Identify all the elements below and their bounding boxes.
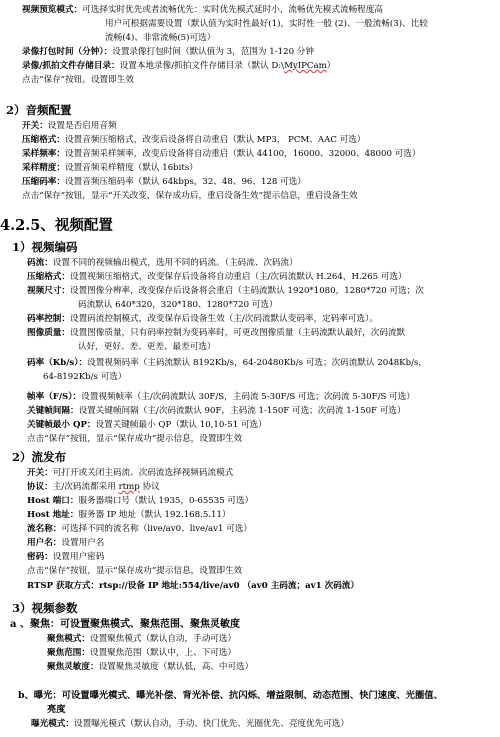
ve-framerate-text: 设置视频帧率（主/次码流默认 30F/S，主码流 5-30F/S 可选；次码流 5-30F/S 可选）: [81, 392, 415, 402]
sp-protocol-rtmp: rtmp: [118, 482, 140, 492]
ve-key-interval-label: 关键帧间隔：: [27, 406, 79, 416]
ve-quality-line-2: 认好，更好、差、更差、最差可选）: [78, 342, 216, 352]
focus-mode-text: 设置聚焦模式（默认自动，手动可选）: [89, 634, 237, 644]
audio-sample-precision-label: 采样精度：: [22, 163, 65, 173]
preview-mode-line-2: 用户可根据需要设置（默认值为实时性最好(1)，实时性一般 (2)、一般流畅(3)、比较: [105, 19, 428, 29]
sp-host-port-label: Host 端口：: [27, 496, 79, 506]
ve-quality-line: [27, 327, 405, 340]
stream-publish-heading: 2）流发布: [12, 450, 67, 464]
save-dir-folder: MyIPCam: [284, 61, 327, 71]
audio-sample-precision-text: 设置音频采样精度（默认 16bits）: [64, 163, 198, 173]
sp-host-addr-line: [27, 509, 231, 522]
sp-protocol-text-end: 协议: [139, 482, 160, 492]
focus-mode-label: 聚焦模式：: [47, 634, 90, 644]
audio-sample-rate-line: [22, 148, 420, 161]
focus-range-label: 聚焦范围：: [47, 648, 90, 658]
exposure-mode-text: 设置曝光模式（默认自动，手动、快门优先、光圈优先、亮度优先可选）: [73, 719, 349, 729]
focus-range-text: 设置聚焦范围（默认中，上、下可选）: [89, 648, 237, 658]
preview-mode-line: [22, 4, 383, 17]
pack-time-label: 录像打包时间（分钟）：: [22, 47, 113, 57]
ve-rate-control-line: [27, 313, 378, 326]
sp-stream-name-line: [27, 523, 252, 536]
sp-switch-text: 可打开或关闭主码流、次码流选择视频码流模式: [52, 468, 234, 478]
focus-sensitivity-text: 设置聚焦灵敏度（默认低，高、中可选）: [98, 662, 254, 672]
audio-compress-label: 压缩格式：: [22, 135, 65, 145]
exposure-mode-line: [31, 718, 349, 731]
ve-bitrate-text: 设置视频码率（主码流默认 8192Kb/s，64-20480Kb/s 可选；次码流默认 2048Kb/s，: [87, 358, 427, 368]
ve-framerate-line: [27, 391, 415, 404]
audio-heading: 2）音频配置: [6, 103, 72, 117]
sp-protocol-label: 协议：: [27, 482, 53, 492]
sp-password-label: 密码：: [27, 552, 53, 562]
sp-password-text: 设置用户密码: [52, 552, 105, 562]
audio-sample-rate-label: 采样频率：: [22, 149, 65, 159]
sp-host-port-text: 服务器端口号（默认 1935，0-65535 可选）: [78, 496, 254, 506]
sp-switch-label: 开关：: [27, 468, 53, 478]
save-dir-text-end: ）: [326, 61, 336, 71]
ve-compress-text: 设置视频压缩格式，改变保存后设备将自动重启（主/次码流默认 H.264，H.265 可选）: [69, 272, 407, 282]
audio-sample-precision-line: [22, 162, 198, 175]
ve-bitrate-line-2: 64-8192Kb/s 可选）: [43, 372, 127, 382]
ve-framerate-label: 帧率（F/S）：: [27, 392, 82, 402]
focus-range-line: [47, 647, 236, 660]
exposure-heading: b、曝光：可设置曝光模式、曝光补偿、背光补偿、抗闪烁、增益限制、动态范围、快门速度、光圈值、: [18, 690, 443, 701]
focus-sensitivity-label: 聚焦灵敏度：: [47, 662, 99, 672]
ve-resolution-line-2: 码流默认 640*320，320*180、1280*720 可选）: [78, 300, 278, 310]
audio-sample-rate-text: 设置音频采样频率，改变后设备将自动重启（默认 44100，16000、32000、48000 可选）: [64, 149, 421, 159]
video-encoding-heading: 1）视频编码: [12, 240, 78, 254]
ve-key-min-qp-text: 设置关键帧最小 QP（默认 10,10-51 可选）: [95, 420, 267, 430]
audio-switch-line: [22, 120, 117, 133]
exposure-heading-2: 亮度: [47, 704, 66, 715]
exposure-mode-label: 曝光模式：: [31, 719, 74, 729]
ve-save-note: 点击“保存”按钮，显示“保存成功”提示信息，设置即生效: [27, 434, 243, 444]
ve-stream-text: 设置不同的视频输出模式，选用不同的码流。（主码流、次码流）: [52, 258, 298, 268]
ve-compress-label: 压缩格式：: [27, 272, 70, 282]
ve-key-min-qp-label: 关键帧最小 QP：: [27, 420, 96, 430]
sp-stream-name-text: 可选择不同的流名称（live/av0、live/av1 可选）: [61, 524, 252, 534]
ve-bitrate-label: 码率（Kb/s）：: [27, 358, 88, 368]
sp-host-addr-text: 服务器 IP 地址（默认 192.168.5.11）: [78, 510, 231, 520]
audio-bitrate-line: [22, 176, 306, 189]
audio-bitrate-text: 设置音频压缩码率（默认 64kbps，32、48、96、128 可选）: [64, 177, 306, 187]
sp-password-line: [27, 551, 104, 564]
sp-username-line: [27, 537, 104, 550]
save-dir-text: 设置本地录像/抓拍文件存储目录（默认 D:\: [119, 61, 285, 71]
audio-compress-line: [22, 134, 365, 147]
top-save-note: 点击“保存”按钮，设置即生效: [22, 75, 134, 85]
pack-time-text: 设置录像打包时间（默认值为 3，范围为 1-120 分钟: [112, 47, 314, 57]
ve-resolution-line: [27, 285, 424, 298]
ve-rate-control-text: 设置码流控制模式，改变保存后设备生效（主/次码流默认变码率，定码率可选）。: [69, 314, 378, 324]
ve-bitrate-line: [27, 357, 427, 370]
audio-bitrate-label: 压缩码率：: [22, 177, 65, 187]
ve-resolution-label: 视频尺寸：: [27, 286, 70, 296]
ve-key-interval-line: [27, 405, 406, 418]
chapter-title: 4.2.5、视频配置: [0, 217, 113, 234]
sp-host-addr-label: Host 地址：: [27, 510, 79, 520]
ve-quality-text: 设置图像质量，只有码率控制为变码率时，可更改图像质量（主码流默认最好，次码流默: [69, 328, 406, 338]
sp-stream-name-label: 流名称：: [27, 524, 62, 534]
save-dir-line: [22, 60, 335, 73]
sp-save-note: 点击“保存”按钮，显示“保存成功”提示信息，设置即生效: [27, 566, 243, 576]
sp-rtsp-line: RTSP 获取方式：rtsp://设备 IP 地址:554/live/av0 （av0 主码流；av1 次码流）: [27, 581, 359, 591]
save-dir-label: 录像/抓拍文件存储目录：: [22, 61, 120, 71]
ve-stream-line: [27, 257, 298, 270]
sp-username-label: 用户名：: [27, 538, 62, 548]
audio-switch-text: 设置是否启用音频: [47, 121, 117, 131]
audio-compress-text: 设置音频压缩格式，改变后设备将自动重启（默认 MP3， PCM、AAC 可选）: [64, 135, 366, 145]
focus-heading: a 、聚焦：可设置聚焦模式、聚焦范围、聚焦灵敏度: [10, 619, 240, 630]
ve-rate-control-label: 码率控制：: [27, 314, 70, 324]
ve-key-min-qp-line: [27, 419, 267, 432]
ve-quality-label: 图像质量：: [27, 328, 70, 338]
ve-stream-label: 码流：: [27, 258, 53, 268]
sp-protocol-line: [27, 481, 160, 494]
sp-username-text: 设置用户名: [61, 538, 105, 548]
ve-resolution-text: 设置图像分辨率，改变保存后设备将会重启（主码流默认 1920*1080，1280*720 可选；次: [69, 286, 424, 296]
sp-switch-line: [27, 467, 233, 480]
audio-switch-label: 开关：: [22, 121, 48, 131]
ve-key-interval-text: 设置关键帧间隔（主/次码流默认 90F，主码流 1-150F 可选；次码流 1-150F 可选）: [78, 406, 406, 416]
ve-compress-line: [27, 271, 407, 284]
preview-mode-label: 视频预览模式：: [22, 5, 83, 15]
preview-mode-text: 可选择实时优先或者流畅优先：实时优先模式延时小，流畅优先模式流畅程度高: [82, 5, 383, 15]
preview-mode-line-3: 流畅(4)、非常流畅(5)可选）: [105, 33, 216, 43]
sp-host-port-line: [27, 495, 253, 508]
video-params-heading: 3）视频参数: [12, 601, 78, 615]
focus-mode-line: [47, 633, 236, 646]
pack-time-line: [22, 46, 314, 59]
sp-protocol-text: 主/次码流都采用: [52, 482, 119, 492]
audio-save-note: 点击“保存”按钮，显示“开关改变，保存成功后，重启设备生效”提示信息，重启设备生效: [22, 191, 358, 201]
focus-sensitivity-line: [47, 661, 253, 674]
